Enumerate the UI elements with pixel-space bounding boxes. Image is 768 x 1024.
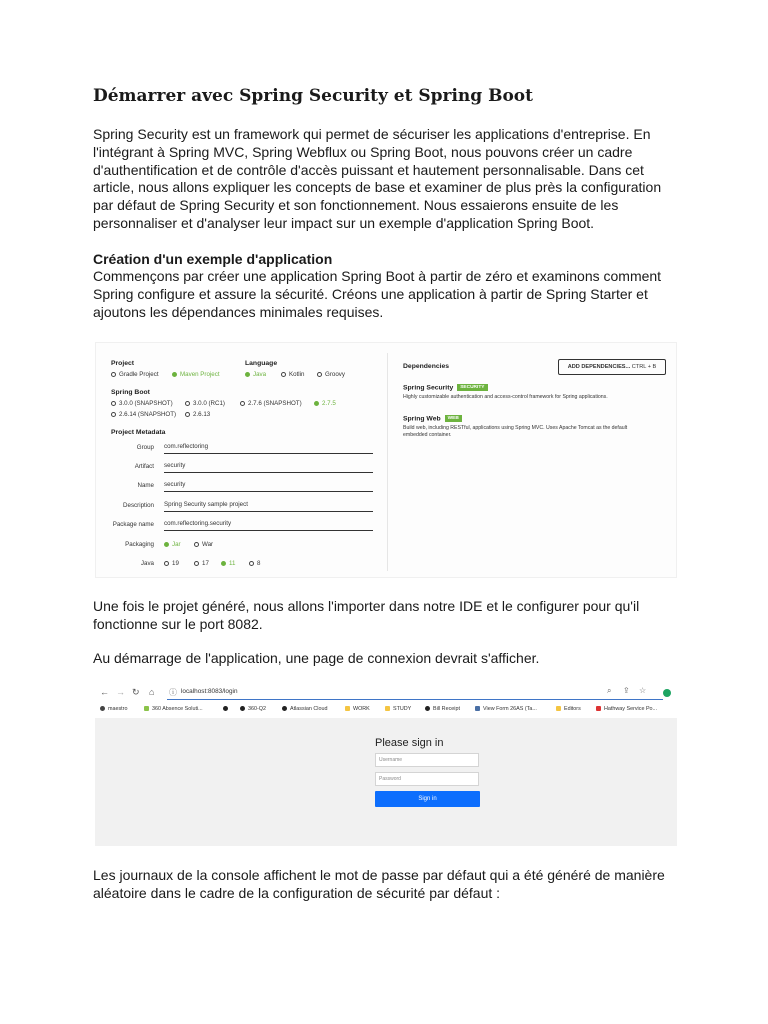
- project-option-maven[interactable]: Maven Project: [172, 371, 220, 378]
- metadata-label-description: Description: [123, 502, 154, 509]
- language-option-kotlin[interactable]: Kotlin: [281, 371, 304, 378]
- packaging-option-war[interactable]: War: [194, 541, 213, 548]
- dependency-security-desc: Highly customizable authentication and access-control framework for Spring applications.: [403, 394, 608, 400]
- radio-icon: [317, 372, 322, 377]
- folder-icon: [345, 706, 350, 711]
- boot-option-276-snapshot[interactable]: 2.7.6 (SNAPSHOT): [240, 400, 302, 407]
- package-name-field[interactable]: com.reflectoring.security: [164, 520, 373, 531]
- bookmark-bill-receipt[interactable]: Bill Receipt: [425, 706, 460, 712]
- radio-checked-icon: [221, 561, 226, 566]
- forward-arrow-icon[interactable]: →: [116, 687, 125, 697]
- metadata-label-name: Name: [137, 482, 154, 489]
- radio-icon: [281, 372, 286, 377]
- console-paragraph: Les journaux de la console affichent le mot de passe par défaut qui a été généré de manière aléatoire dans le cadre de la configuration de sécurité par défaut :: [93, 867, 665, 901]
- username-input[interactable]: Username: [375, 753, 479, 767]
- artifact-field[interactable]: security: [164, 462, 373, 473]
- bookmark-360-absence[interactable]: 360 Absence Soluti...: [144, 706, 203, 712]
- intro-paragraph: Spring Security est un framework qui permet de sécuriser les applications d'entreprise. En l'intégrant à Spring MVC, Spring Webflux ou Spring Boot, nous pouvons créer un cadre d'authentification et de contrôle d'accès puissant et hautement personnalisable. Dans cet article, nous allons expliquer les concepts de base et examiner de plus près la configuration par défaut de Spring Security et son fonctionnement. Nous essaierons ensuite de les personnaliser et d'analyser leur impact sur un exemple d'application Spring Boot.: [93, 126, 662, 231]
- maestro-icon: [100, 706, 105, 711]
- form-icon: [475, 706, 480, 711]
- star-icon[interactable]: ☆: [639, 686, 647, 695]
- language-label: Language: [245, 360, 278, 367]
- github-icon: [282, 706, 287, 711]
- home-icon[interactable]: ⌂: [149, 687, 155, 697]
- packaging-label: Packaging: [125, 541, 154, 548]
- java-option-17[interactable]: 17: [194, 560, 209, 567]
- folder-icon: [556, 706, 561, 711]
- share-icon[interactable]: ⇪: [623, 686, 630, 695]
- radio-icon: [249, 561, 254, 566]
- article-title: Démarrer avec Spring Security et Spring Boot: [93, 86, 533, 106]
- extension-icon[interactable]: [663, 689, 671, 697]
- language-option-java[interactable]: Java: [245, 371, 266, 378]
- boot-option-300-snapshot[interactable]: 3.0.0 (SNAPSHOT): [111, 400, 173, 407]
- bookmark-study[interactable]: STUDY: [385, 706, 411, 712]
- radio-icon: [164, 561, 169, 566]
- java-label: Java: [140, 560, 154, 567]
- leaf-icon: [144, 706, 149, 711]
- search-icon[interactable]: ⌕: [607, 686, 612, 695]
- password-input[interactable]: Password: [375, 772, 479, 786]
- radio-icon: [111, 412, 116, 417]
- boot-option-2613[interactable]: 2.6.13: [185, 411, 210, 418]
- radio-icon: [185, 412, 190, 417]
- radio-checked-icon: [314, 401, 319, 406]
- group-field[interactable]: com.reflectoring: [164, 443, 373, 454]
- sign-in-button[interactable]: Sign in: [375, 791, 480, 807]
- boot-option-300-rc1[interactable]: 3.0.0 (RC1): [185, 400, 225, 407]
- bookmark-360-q2[interactable]: 360-Q2: [240, 706, 266, 712]
- after-figure-paragraph: Une fois le projet généré, nous allons l'importer dans notre IDE et le configurer pour qu'il fonctionne sur le port 8082.: [93, 598, 640, 632]
- spring-boot-label: Spring Boot: [111, 389, 150, 396]
- java-option-19[interactable]: 19: [164, 560, 179, 567]
- bookmark-atlassian[interactable]: Atlassian Cloud: [282, 706, 327, 712]
- dependency-security-name: Spring Security SECURITY: [403, 384, 488, 391]
- radio-icon: [240, 401, 245, 406]
- bookmark-maestro[interactable]: maestro: [100, 706, 127, 712]
- radio-icon: [194, 561, 199, 566]
- boot-option-2614-snapshot[interactable]: 2.6.14 (SNAPSHOT): [111, 411, 176, 418]
- java-option-11[interactable]: 11: [221, 560, 235, 567]
- dependency-web-desc: Build web, including RESTful, applications using Spring MVC. Uses Apache Tomcat as the default embedded container.: [403, 425, 628, 438]
- bookmark-github[interactable]: [223, 706, 231, 712]
- name-field[interactable]: security: [164, 481, 373, 492]
- radio-checked-icon: [172, 372, 177, 377]
- github-icon: [240, 706, 245, 711]
- hathway-icon: [596, 706, 601, 711]
- security-badge: SECURITY: [457, 384, 487, 391]
- radio-icon: [111, 372, 116, 377]
- description-field[interactable]: Spring Security sample project: [164, 501, 373, 512]
- section-heading: Création d'un exemple d'application: [93, 251, 333, 267]
- github-icon: [223, 706, 228, 711]
- login-page-content: [95, 718, 677, 846]
- bookmark-hathway[interactable]: Hathway Service Po...: [596, 706, 657, 712]
- radio-icon: [185, 401, 190, 406]
- spring-initializr-figure: [95, 342, 677, 578]
- url-text: localhost:8083/login: [181, 688, 238, 695]
- folder-icon: [385, 706, 390, 711]
- project-label: Project: [111, 360, 135, 367]
- bookmark-view-form[interactable]: View Form 26AS (Ta...: [475, 706, 537, 712]
- bookmark-work[interactable]: WORK: [345, 706, 370, 712]
- project-option-gradle[interactable]: Gradle Project: [111, 371, 159, 378]
- section-paragraph: Commençons par créer une application Spring Boot à partir de zéro et examinons comment Spring configure et assure la sécurité. Créons une application à partir de Spring Starter et ajoutons les dépendances minimales requises.: [93, 268, 662, 320]
- metadata-label-group: Group: [136, 444, 154, 451]
- web-badge: WEB: [445, 415, 462, 422]
- radio-icon: [111, 401, 116, 406]
- login-title: Please sign in: [375, 737, 444, 749]
- radio-checked-icon: [164, 542, 169, 547]
- radio-checked-icon: [245, 372, 250, 377]
- dependencies-label: Dependencies: [403, 363, 450, 370]
- radio-icon: [194, 542, 199, 547]
- back-arrow-icon[interactable]: ←: [100, 687, 109, 697]
- java-option-8[interactable]: 8: [249, 560, 260, 567]
- info-icon: ⓘ: [169, 688, 177, 697]
- boot-option-275[interactable]: 2.7.5: [314, 400, 336, 407]
- reload-icon[interactable]: ↻: [132, 687, 140, 697]
- packaging-option-jar[interactable]: Jar: [164, 541, 181, 548]
- address-bar[interactable]: [167, 687, 663, 700]
- metadata-label-artifact: Artifact: [134, 463, 154, 470]
- language-option-groovy[interactable]: Groovy: [317, 371, 345, 378]
- column-divider: [387, 353, 388, 571]
- metadata-label-package: Package name: [112, 521, 154, 528]
- startup-paragraph: Au démarrage de l'application, une page de connexion devrait s'afficher.: [93, 650, 540, 666]
- dependency-web-name: Spring Web WEB: [403, 415, 462, 422]
- project-metadata-label: Project Metadata: [111, 429, 166, 436]
- browser-login-figure: [95, 684, 677, 846]
- add-dependencies-button[interactable]: ADD DEPENDENCIES... CTRL + B: [558, 359, 666, 375]
- github-icon: [425, 706, 430, 711]
- bookmark-editors[interactable]: Editors: [556, 706, 581, 712]
